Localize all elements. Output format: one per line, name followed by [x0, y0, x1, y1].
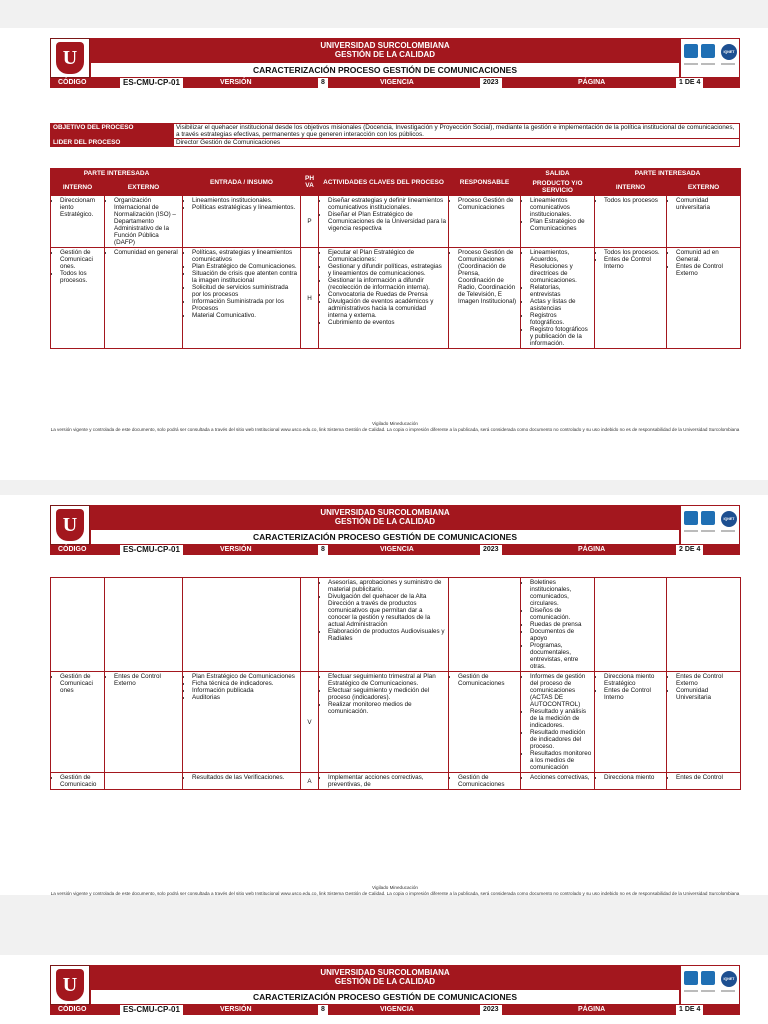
externo-header: EXTERNO	[105, 179, 183, 196]
cell-s-interno	[595, 248, 667, 349]
version-value: 8	[318, 545, 328, 555]
version-label: VERSIÓN	[220, 79, 252, 86]
department-name: GESTIÓN DE LA CALIDAD	[334, 50, 436, 59]
footer-notice: La versión vigente y controlada de este documento, solo podrá ser consultada a través del sitio web Institucional www.usco.edu.co, link Sistema Gestión de Calidad. La copia o impresión diferente a la publicada, será considerada como documento no controlado y su uso indebido no es de responsabilidad de la Universidad Surcolombiana	[50, 426, 740, 432]
list-item: • Proceso Gestión de Comunicaciones	[458, 197, 518, 211]
list-item: • Todos los procesos.	[604, 249, 664, 256]
cell-externo	[105, 672, 183, 773]
shield-icon: U	[56, 509, 84, 541]
page-footer-2	[50, 885, 740, 896]
code-bar	[50, 1005, 740, 1015]
list-item: • Gestión de Comunicaciones	[458, 673, 518, 687]
cell-entrada	[183, 248, 301, 349]
cell-s-externo	[667, 578, 741, 672]
list-item: • Convocatoria de Ruedas de Prensa	[328, 291, 446, 298]
list-item: • Gestión de Comunicaci ones.	[60, 249, 102, 270]
page-number: 2 DE 4	[676, 545, 703, 555]
cell-interno	[51, 578, 105, 672]
cell-actividades	[319, 672, 449, 773]
code-value: ES-CMU-CP-01	[120, 545, 183, 555]
header-banner	[90, 965, 680, 989]
shield-icon: U	[56, 42, 84, 74]
cell-actividades	[319, 248, 449, 349]
cell-actividades	[319, 578, 449, 672]
cell-s-externo	[667, 248, 741, 349]
cell-interno	[51, 248, 105, 349]
lider-label: LIDER DEL PROCESO	[51, 139, 174, 147]
code-label: CÓDIGO	[58, 1006, 87, 1013]
cell-s-interno	[595, 672, 667, 773]
parte-interesada-header: PARTE INTERESADA	[51, 169, 183, 179]
shield-icon: U	[56, 969, 84, 1001]
list-item: • Ruedas de prensa	[530, 621, 592, 628]
university-name: UNIVERSIDAD SURCOLOMBIANA	[320, 968, 450, 977]
list-item: • Auditorias	[192, 694, 298, 701]
lider-value: Director Gestión de Comunicaciones	[174, 139, 740, 147]
list-item: • Material Comunicativo.	[192, 312, 298, 319]
table-row	[51, 773, 741, 790]
version-value: 8	[318, 78, 328, 88]
objetivo-value: Visibilizar el quehacer institucional desde los objetivos misionales (Docencia, Investigación y Proyección Social), mediante la gestión e implementación de la política institucional de comunicaciones, a través estrategias efectivas, permanentes y que generen interacción con los públicos.	[174, 124, 740, 139]
list-item: • Lineamientos, Acuerdos, Resoluciones y directrices de comunicaciones.	[530, 249, 592, 284]
code-label: CÓDIGO	[58, 546, 87, 553]
vigencia-label: VIGENCIA	[380, 1006, 414, 1013]
cell-phva: P	[301, 196, 319, 248]
version-label: VERSIÓN	[220, 1006, 252, 1013]
document-title: CARACTERIZACIÓN PROCESO GESTIÓN DE COMUNICACIONES	[90, 989, 680, 1005]
interno-out-header: INTERNO	[595, 179, 667, 196]
cell-responsable	[449, 248, 521, 349]
list-item: • Gestión de Comunicaci ones	[60, 673, 102, 694]
list-item: • Entes de Control Externo	[114, 673, 180, 687]
cell-entrada	[183, 578, 301, 672]
department-name: GESTIÓN DE LA CALIDAD	[334, 517, 436, 526]
list-item: • Implementar acciones correctivas, preventivas, de	[328, 774, 446, 788]
page-label: PÁGINA	[578, 1006, 606, 1013]
version-value: 8	[318, 1005, 328, 1015]
list-item: • Registros fotográficos.	[530, 312, 592, 326]
cell-entrada	[183, 773, 301, 790]
producto-header: PRODUCTO Y/O SERVICIO	[521, 179, 595, 196]
externo-out-header: EXTERNO	[667, 179, 741, 196]
cell-externo	[105, 248, 183, 349]
header-banner	[90, 38, 680, 62]
iqnet-badge-icon: IQNET	[721, 44, 737, 60]
list-item: • Asesorías, aprobaciones y suministro de material publicitario.	[328, 579, 446, 593]
list-item: • Actas y listas de asistencias	[530, 298, 592, 312]
footer-vigilado: Vigilado Mineducación	[372, 885, 418, 890]
icontec-badge-icon	[684, 971, 698, 985]
list-item: • Políticas estratégicas y lineamientos.	[192, 204, 298, 211]
icontec-badge-icon	[701, 44, 715, 58]
page-label: PÁGINA	[578, 79, 606, 86]
list-item: • Plan Estratégico de Comunicaciones	[192, 673, 298, 680]
code-bar	[50, 545, 740, 555]
list-item: • Comunidad Universitaria	[676, 687, 738, 701]
actividades-header: ACTIVIDADES CLAVES DEL PROCESO	[319, 169, 449, 196]
list-item: • Resultado y análisis de la medición de indicadores.	[530, 708, 592, 729]
cell-externo	[105, 773, 183, 790]
document-title: CARACTERIZACIÓN PROCESO GESTIÓN DE COMUNICACIONES	[90, 62, 680, 78]
cell-actividades	[319, 773, 449, 790]
cell-responsable	[449, 773, 521, 790]
interno-header: INTERNO	[51, 179, 105, 196]
list-item: • Informes de gestión del proceso de comunicaciones (ACTAS DE AUTOCONTROL)	[530, 673, 592, 708]
list-item: • Direcciona miento	[604, 774, 664, 781]
list-item: • Lineamientos institucionales.	[192, 197, 298, 204]
list-item: • Comunidad universitaria	[676, 197, 738, 211]
list-item: • Ficha técnica de indicadores.	[192, 680, 298, 687]
university-logo	[50, 38, 90, 78]
certification-badges	[680, 38, 740, 78]
list-item: • Boletines institucionales, comunicados, circulares.	[530, 579, 592, 607]
department-name: GESTIÓN DE LA CALIDAD	[334, 977, 436, 986]
list-item: • Organización Internacional de Normalización (ISO) – Departamento Administrativo de la Función Pública (DAFP)	[114, 197, 180, 246]
list-item: • Diseños de comunicación.	[530, 607, 592, 621]
vigencia-value: 2023	[480, 545, 502, 555]
list-item: • Comunidad en general	[114, 249, 180, 256]
process-info-table	[50, 123, 740, 147]
footer-vigilado: Vigilado Mineducación	[372, 421, 418, 426]
cell-s-externo	[667, 672, 741, 773]
salida-header: SALIDA	[521, 169, 595, 179]
university-logo	[50, 505, 90, 545]
characterization-table-page-1	[50, 168, 741, 349]
list-item: • Gestión de Comunicacio	[60, 774, 102, 788]
cell-salida	[521, 773, 595, 790]
cell-responsable	[449, 196, 521, 248]
list-item: • Direccionam iento Estratégico.	[60, 197, 102, 218]
cell-s-interno	[595, 773, 667, 790]
icontec-badge-icon	[684, 511, 698, 525]
list-item: • Resultado medición de indicadores del proceso.	[530, 729, 592, 750]
iqnet-badge-icon: IQNET	[721, 971, 737, 987]
cell-interno	[51, 196, 105, 248]
list-item: • Resultados monitoreo a los medios de comunicación	[530, 750, 592, 771]
document-title: CARACTERIZACIÓN PROCESO GESTIÓN DE COMUNICACIONES	[90, 529, 680, 545]
list-item: • Entes de Control Interno	[604, 687, 664, 701]
parte-interesada-out-header: PARTE INTERESADA	[595, 169, 741, 179]
university-logo	[50, 965, 90, 1005]
cell-salida	[521, 578, 595, 672]
vigencia-value: 2023	[480, 1005, 502, 1015]
list-item: • Entes de Control	[676, 774, 738, 781]
list-item: • Entes de Control Externo	[676, 673, 738, 687]
page-number: 1 DE 4	[676, 78, 703, 88]
list-item: • Información Suministrada por los Procesos	[192, 298, 298, 312]
list-item: • Programas, documentales, entrevistas, entre otras.	[530, 642, 592, 670]
table-row	[51, 672, 741, 773]
list-item: • Entes de Control Externo	[676, 263, 738, 277]
list-item: • Ejecutar el Plan Estratégico de Comunicaciones:	[328, 249, 446, 263]
page-header-3	[50, 965, 740, 1015]
code-value: ES-CMU-CP-01	[120, 1005, 183, 1015]
list-item: • Situación de crisis que atenten contra la imagen institucional	[192, 270, 298, 284]
icontec-badge-icon	[701, 971, 715, 985]
certification-badges	[680, 965, 740, 1005]
list-item: • Información publicada	[192, 687, 298, 694]
list-item: • Plan Estratégico de Comunicaciones	[530, 218, 592, 232]
list-item: • Documentos de apoyo	[530, 628, 592, 642]
list-item: • Diseñar el Plan Estratégico de Comunicaciones de la Universidad para la vigencia respectiva	[328, 211, 446, 232]
list-item: • Divulgación de eventos académicos y administrativos hacia la comunidad interna y externa.	[328, 298, 446, 319]
cell-phva	[301, 578, 319, 672]
list-item: • Solicitud de servicios suministrada por los procesos	[192, 284, 298, 298]
version-label: VERSIÓN	[220, 546, 252, 553]
certification-badges	[680, 505, 740, 545]
vigencia-label: VIGENCIA	[380, 79, 414, 86]
cell-phva: H	[301, 248, 319, 349]
list-item: • Direcciona miento Estratégico	[604, 673, 664, 687]
page-label: PÁGINA	[578, 546, 606, 553]
list-item: • Resultados de las Verificaciones.	[192, 774, 298, 781]
cell-phva: A	[301, 773, 319, 790]
header-banner	[90, 505, 680, 529]
table-row	[51, 196, 741, 248]
responsable-header: RESPONSABLE	[449, 169, 521, 196]
objetivo-label: OBJETIVO DEL PROCESO	[51, 124, 174, 139]
cell-entrada	[183, 672, 301, 773]
page-header-1	[50, 38, 740, 88]
cell-externo	[105, 196, 183, 248]
cell-phva: V	[301, 672, 319, 773]
vigencia-label: VIGENCIA	[380, 546, 414, 553]
table-row	[51, 578, 741, 672]
cell-interno	[51, 672, 105, 773]
cell-s-externo	[667, 196, 741, 248]
list-item: • Lineamientos comunicativos institucionales.	[530, 197, 592, 218]
list-item: • Registro fotográficos y publicación de la información.	[530, 326, 592, 347]
code-label: CÓDIGO	[58, 79, 87, 86]
cell-actividades	[319, 196, 449, 248]
list-item: • Acciones correctivas,	[530, 774, 592, 781]
list-item: • Efectuar seguimiento trimestral al Plan Estratégico de Comunicaciones.	[328, 673, 446, 687]
cell-responsable	[449, 672, 521, 773]
cell-entrada	[183, 196, 301, 248]
university-name: UNIVERSIDAD SURCOLOMBIANA	[320, 41, 450, 50]
page-header-2	[50, 505, 740, 555]
cell-salida	[521, 248, 595, 349]
list-item: • Elaboración de productos Audiovisuales y Radiales	[328, 628, 446, 642]
list-item: • Comunid ad en General.	[676, 249, 738, 263]
list-item: • Entes de Control Interno	[604, 256, 664, 270]
footer-notice: La versión vigente y controlada de este documento, solo podrá ser consultada a través del sitio web Institucional www.usco.edu.co, link Sistema Gestión de Calidad. La copia o impresión diferente a la publicada, será considerada como documento no controlado y su uso indebido no es de responsabilidad de la Universidad Surcolombiana	[50, 890, 740, 896]
cell-salida	[521, 196, 595, 248]
list-item: • Todos los procesos	[604, 197, 664, 204]
cell-interno	[51, 773, 105, 790]
cell-externo	[105, 578, 183, 672]
icontec-badge-icon	[684, 44, 698, 58]
characterization-table-page-2	[50, 577, 741, 790]
code-bar	[50, 78, 740, 88]
list-item: • Gestionar la información a difundir (recolección de información interna).	[328, 277, 446, 291]
page-footer-1	[50, 421, 740, 432]
vigencia-value: 2023	[480, 78, 502, 88]
list-item: • Divulgación del quehacer de la Alta Dirección a través de productos comunicativos que permitan dar a conocer la gestión y resultados de la actual Administración	[328, 593, 446, 628]
list-item: • Cubrimiento de eventos	[328, 319, 446, 326]
iqnet-badge-icon: IQNET	[721, 511, 737, 527]
cell-s-interno	[595, 196, 667, 248]
university-name: UNIVERSIDAD SURCOLOMBIANA	[320, 508, 450, 517]
page-number: 1 DE 4	[676, 1005, 703, 1015]
list-item: • Políticas, estrategias y lineamientos comunicativos	[192, 249, 298, 263]
phva-header: PH VA	[301, 169, 319, 196]
list-item: • Plan Estratégico de Comunicaciones.	[192, 263, 298, 270]
entrada-header: ENTRADA / INSUMO	[183, 169, 301, 196]
cell-salida	[521, 672, 595, 773]
list-item: • Efectuar seguimiento y medición del proceso (indicadores).	[328, 687, 446, 701]
code-value: ES-CMU-CP-01	[120, 78, 183, 88]
list-item: • Realizar monitoreo medios de comunicación.	[328, 701, 446, 715]
icontec-badge-icon	[701, 511, 715, 525]
cell-s-externo	[667, 773, 741, 790]
list-item: • Gestionar y difundir políticas, estrategias y lineamientos de comunicaciones.	[328, 263, 446, 277]
list-item: • Gestión de Comunicaciones	[458, 774, 518, 788]
cell-s-interno	[595, 578, 667, 672]
list-item: • Proceso Gestión de Comunicaciones (Coordinación de Prensa, Coordinación de Radio, Coordinación de Televisión, E Imagen Institucional)	[458, 249, 518, 305]
list-item: • Diseñar estrategias y definir lineamientos comunicativos institucionales.	[328, 197, 446, 211]
cell-responsable	[449, 578, 521, 672]
list-item: • Todos los procesos.	[60, 270, 102, 284]
list-item: • Relatorías, entrevistas	[530, 284, 592, 298]
table-row	[51, 248, 741, 349]
